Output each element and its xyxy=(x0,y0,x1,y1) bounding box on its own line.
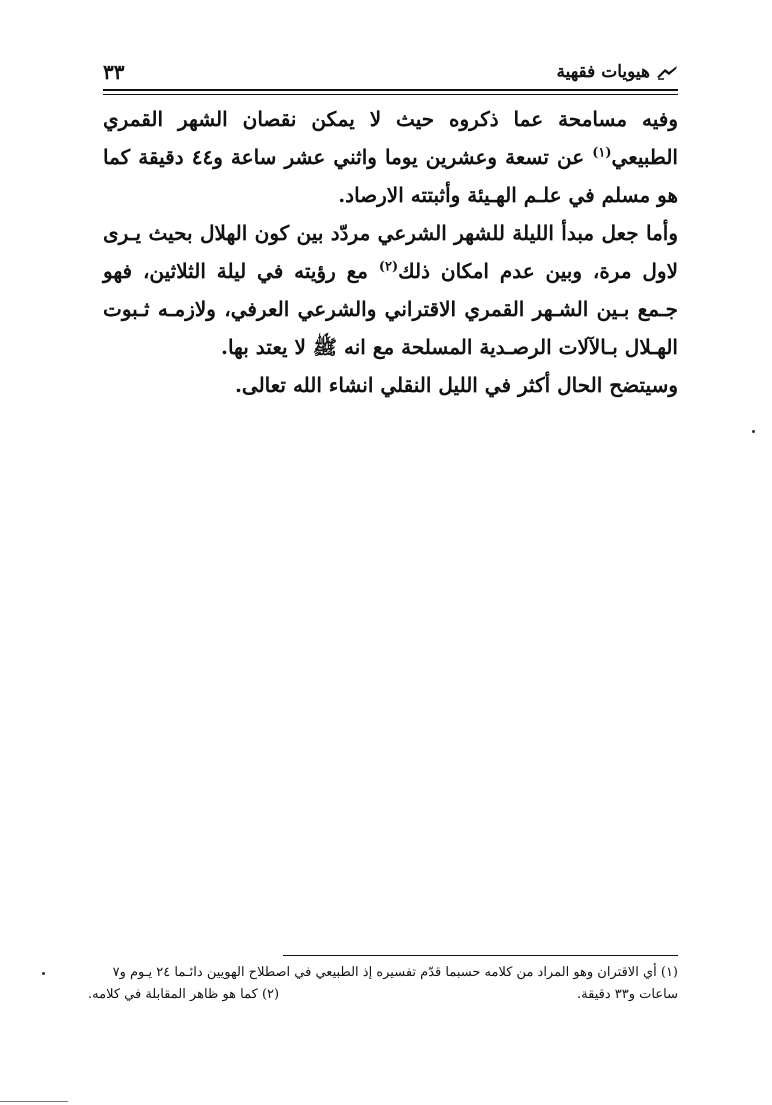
running-title xyxy=(556,62,678,82)
paragraph-1 xyxy=(103,100,678,214)
main-text xyxy=(103,100,678,404)
paragraph-2 xyxy=(103,214,678,366)
footnote-ref-1[interactable]: (١) xyxy=(592,145,612,161)
footnote-2: (٢) كما هو ظاهر المقابلة في كلامه. xyxy=(88,987,280,1002)
running-title-text: هيويات فقهية xyxy=(556,62,650,82)
paragraph-3-text: وسيتضح الحال أكثر في الليل النقلي انشاء الله تعالى. xyxy=(234,373,678,397)
scan-speck xyxy=(42,972,45,975)
footnote-separator xyxy=(283,955,678,956)
paragraph-3 xyxy=(103,366,678,404)
paragraph-1-text-b: عن تسعة وعشرين يوما واثني عشر ساعة و٤٤ دقيقة كما هو مسلم في علـم الهـيئة وأثبتته الارصاد. xyxy=(103,145,678,207)
footnote-ref-2[interactable]: (٢) xyxy=(378,259,399,275)
paragraph-2-text-a: وأما جعل مبدأ الليلة للشهر الشرعي مردّد بين كون الهلال بحيث يـرى لاول مرة، وبين عدم امكان ذلك xyxy=(103,221,678,283)
page-header xyxy=(103,60,678,92)
footnote-1-line-1: (١) أي الاقتران وهو المراد من كلامه حسبما قدّم تفسيره إذ الطبيعي في اصطلاح الهويين دائـما ٢٤ يـوم و٧ xyxy=(112,965,678,980)
paragraph-2-text-b: مع رؤيته في ليلة الثلاثين، فهو جـمع بـين الشـهر القمري الاقتراني والشرعي العرفي، ولازمـه ثـبوت الهـلال بـالآلات الرصـدية المسلحة مع انه ﷺ لا يعتد بها. xyxy=(103,259,678,359)
footnote-1-line-2: ساعات و٣٣ دقيقة. xyxy=(577,987,678,1002)
scan-edge-line xyxy=(0,1101,68,1102)
pen-hand-icon xyxy=(656,64,678,80)
paragraph-1-text-a: وفيه مسامحة عما ذكروه حيث لا يمكن نقصان الشهر القمري الطبيعي xyxy=(103,107,678,169)
header-rule-thin xyxy=(103,94,678,95)
scan-speck xyxy=(752,430,755,433)
footnotes xyxy=(88,962,678,1006)
page-number: ٣٣ xyxy=(103,60,125,84)
footnote-row xyxy=(88,984,678,1006)
header-rule xyxy=(103,89,678,91)
